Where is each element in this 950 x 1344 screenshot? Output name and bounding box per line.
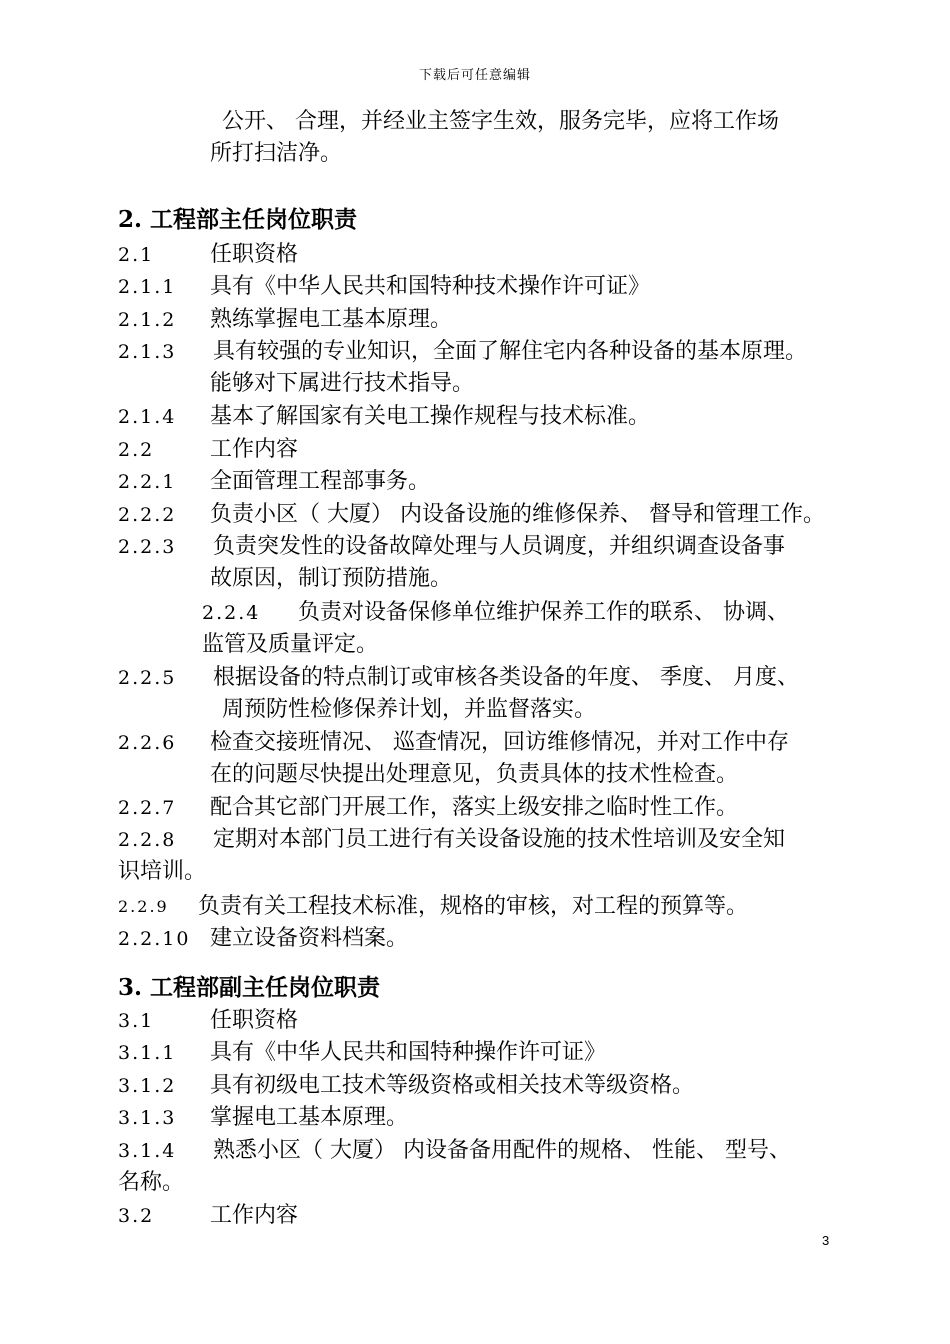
item-number: 3.1.1 <box>118 1042 177 1064</box>
item-number: 2.2.7 <box>118 797 177 819</box>
item-number: 2.2.9 <box>118 897 169 916</box>
item-number: 2.2.8 <box>118 829 177 851</box>
section-3-heading-number: 3. <box>118 974 143 1001</box>
item-text: 具有《中华人民共和国特种操作许可证》 <box>210 1040 607 1065</box>
item-text: 任职资格 <box>210 1008 299 1033</box>
item-number: 2.2.6 <box>118 732 177 754</box>
item-text-continued: 监管及质量评定。 <box>202 632 379 657</box>
item-number: 2.2.5 <box>118 667 177 689</box>
item-text: 熟悉小区（ 大厦） 内设备备用配件的规格、 性能、 型号、 <box>213 1138 791 1163</box>
item-text: 工作内容 <box>210 1203 299 1228</box>
section-3-heading-text: 工程部副主任岗位职责 <box>150 975 381 1001</box>
item-number: 2.2.4 <box>202 602 261 624</box>
section-2-heading <box>118 204 357 236</box>
item-text: 具有初级电工技术等级资格或相关技术等级资格。 <box>210 1073 695 1098</box>
item-number: 2.2.10 <box>118 928 191 950</box>
item-number: 2.2.1 <box>118 471 177 493</box>
item-text-continued: 名称。 <box>118 1170 185 1195</box>
item-text: 掌握电工基本原理。 <box>210 1105 409 1130</box>
page-number: 3 <box>822 1233 830 1248</box>
item-text: 根据设备的特点制订或审核各类设备的年度、 季度、 月度、 <box>213 665 799 690</box>
item-number: 2.2.2 <box>118 504 177 526</box>
item-text-continued: 能够对下属进行技术指导。 <box>210 371 475 396</box>
item-text: 检查交接班情况、 巡查情况，回访维修情况，并对工作中存 <box>210 730 789 755</box>
item-text-continued: 识培训。 <box>118 859 207 884</box>
section-3-heading <box>118 972 380 1004</box>
item-number: 3.1 <box>118 1010 155 1032</box>
intro-line-2: 所打扫洁净。 <box>210 141 343 166</box>
item-number: 2.1.1 <box>118 276 177 298</box>
item-text: 基本了解国家有关电工操作规程与技术标准。 <box>210 404 651 429</box>
item-number: 3.2 <box>118 1205 155 1227</box>
item-text: 熟练掌握电工基本原理。 <box>210 307 453 332</box>
item-text: 任职资格 <box>210 242 299 267</box>
item-number: 2.2.3 <box>118 536 177 558</box>
item-text: 负责小区（ 大厦） 内设备设施的维修保养、 督导和管理工作。 <box>210 502 825 527</box>
item-number: 3.1.3 <box>118 1107 177 1129</box>
item-text: 负责突发性的设备故障处理与人员调度，并组织调查设备事 <box>213 534 786 559</box>
item-text: 负责对设备保修单位维护保养工作的联系、 协调、 <box>298 600 789 625</box>
intro-line-1: 公开、 合理，并经业主签字生效，服务完毕，应将工作场 <box>222 109 779 134</box>
item-number: 2.1.3 <box>118 341 177 363</box>
section-2-heading-number: 2. <box>118 206 143 233</box>
item-text: 配合其它部门开展工作，落实上级安排之临时性工作。 <box>210 795 739 820</box>
item-text: 建立设备资料档案。 <box>210 926 409 951</box>
item-text: 全面管理工程部事务。 <box>210 469 431 494</box>
item-number: 2.1.4 <box>118 406 177 428</box>
page-header: 下载后可任意编辑 <box>418 68 531 83</box>
item-text-continued: 故原因，制订预防措施。 <box>210 566 453 591</box>
item-number: 2.1.2 <box>118 309 177 331</box>
item-text: 负责有关工程技术标准，规格的审核，对工程的预算等。 <box>198 894 749 919</box>
item-text: 具有《中华人民共和国特种技术操作许可证》 <box>210 274 651 299</box>
item-text: 具有较强的专业知识，全面了解住宅内各种设备的基本原理。 <box>213 339 808 364</box>
item-text-continued: 在的问题尽快提出处理意见，负责具体的技术性检查。 <box>210 762 739 787</box>
item-text: 定期对本部门员工进行有关设备设施的技术性培训及安全知 <box>213 827 786 852</box>
section-2-heading-text: 工程部主任岗位职责 <box>150 207 358 233</box>
item-number: 3.1.4 <box>118 1140 177 1162</box>
item-text: 工作内容 <box>210 437 299 462</box>
item-number: 2.2 <box>118 439 155 461</box>
item-number: 3.1.2 <box>118 1075 177 1097</box>
item-text-continued: 周预防性检修保养计划，并监督落实。 <box>222 697 597 722</box>
item-number: 2.1 <box>118 244 155 266</box>
